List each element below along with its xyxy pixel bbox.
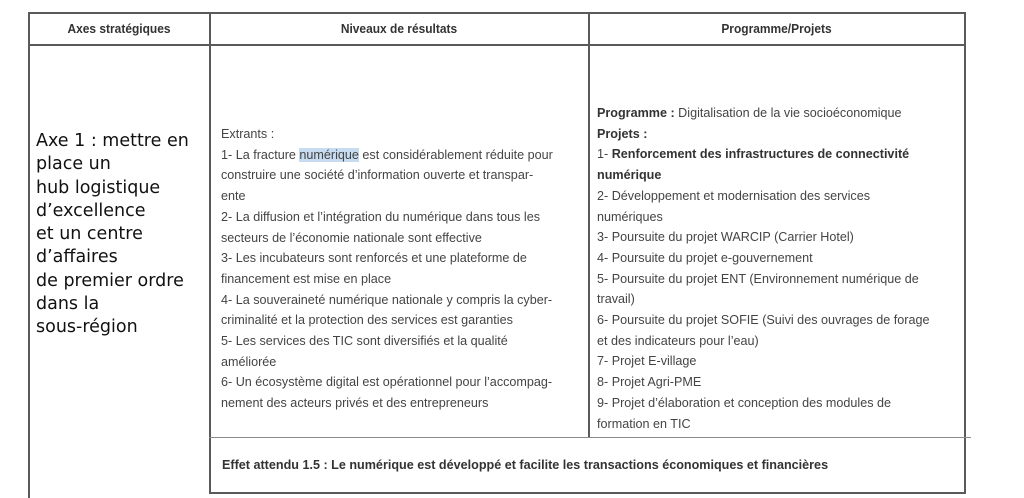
projet-1-number: 1-	[597, 147, 612, 162]
niveaux-line: 5- Les services des TIC sont diversifiés et la qualité	[221, 334, 508, 349]
projet-line: 3- Poursuite du projet WARCIP (Carrier Hotel)	[597, 230, 854, 245]
extrants-label: Extrants :	[221, 127, 275, 141]
niveaux-line: financement est mise en place	[221, 271, 392, 286]
niveaux-line: améliorée	[221, 354, 277, 369]
programme-cell	[597, 103, 930, 434]
axe-line: place un	[36, 154, 111, 175]
axe-line: de premier ordre	[36, 270, 184, 291]
table-bottom-border	[209, 492, 966, 494]
projet-line: formation en TIC	[597, 416, 691, 431]
header-bottom-border	[28, 44, 965, 46]
axe-cell	[36, 130, 208, 340]
niveaux-line-1	[221, 145, 553, 166]
projets-label: Projets :	[597, 126, 648, 141]
programme-label: Programme :	[597, 106, 675, 120]
projet-line: 6- Poursuite du projet SOFIE (Suivi des ouvrages de forage	[597, 313, 930, 328]
projet-1-line	[597, 144, 930, 165]
projet-line: 4- Poursuite du projet e-gouvernement	[597, 250, 813, 265]
axe-line: d’affaires	[36, 247, 118, 268]
niveaux-line: 6- Un écosystème digital est opérationnel pour l’accompag-	[221, 375, 553, 390]
projet-line: 5- Poursuite du projet ENT (Environnement numérique de	[597, 271, 919, 286]
highlighted-word[interactable]: numérique	[299, 147, 359, 162]
header-niveaux: Niveaux de résultats	[340, 20, 458, 36]
niveaux-line: ente	[221, 189, 246, 204]
column-divider-1	[209, 12, 211, 493]
niveaux-line: secteurs de l’économie nationale sont effective	[221, 230, 482, 245]
projet-line: travail)	[597, 292, 635, 307]
niveaux-line: 4- La souveraineté numérique nationale y compris la cyber-	[221, 292, 553, 307]
projet-1-title-cont: numérique	[597, 168, 662, 183]
programme-line	[597, 103, 930, 124]
header-axes: Axes stratégiques	[67, 20, 171, 36]
niveaux-line: 2- La diffusion et l’intégration du numérique dans tous les	[221, 209, 541, 224]
projet-line: 9- Projet d’élaboration et conception des modules de	[597, 395, 892, 410]
projet-line: et des indicateurs pour l’eau)	[597, 333, 759, 348]
axe-line: sous-région	[36, 317, 138, 338]
niveaux-line: 3- Les incubateurs sont renforcés et une plateforme de	[221, 251, 527, 266]
column-divider-2	[588, 12, 590, 438]
niveaux-line-1-end: est considérablement réduite pour	[358, 147, 553, 162]
axe-line: Axe 1 : mettre en	[36, 131, 189, 151]
projet-line: numériques	[597, 209, 663, 224]
niveaux-line: criminalité et la protection des services est garanties	[221, 313, 513, 328]
header-programme: Programme/Projets	[721, 20, 832, 36]
table-right-border	[964, 12, 966, 493]
axe-line: et un centre	[36, 224, 143, 245]
niveaux-line-1-start: 1- La fracture	[221, 147, 300, 162]
table-left-border	[28, 12, 30, 498]
effet-attendu: Effet attendu 1.5 : Le numérique est développé et facilite les transactions économiques et financières	[222, 458, 829, 472]
effet-top-border	[209, 437, 971, 438]
projet-line: 7- Projet E-village	[597, 354, 697, 369]
niveaux-line: construire une société d’information ouverte et transpar-	[221, 168, 534, 183]
axe-line: dans la	[36, 294, 100, 315]
projet-1-title: Renforcement des infrastructures de connectivité	[611, 147, 910, 162]
axe-line: hub logistique	[36, 177, 161, 198]
axe-line: d’excellence	[36, 200, 146, 221]
niveaux-cell	[221, 124, 553, 414]
niveaux-line: nement des acteurs privés et des entrepreneurs	[221, 396, 489, 411]
projet-line: 2- Développement et modernisation des services	[597, 188, 871, 203]
projet-line: 8- Projet Agri-PME	[597, 375, 702, 390]
programme-value: Digitalisation de la vie socioéconomique	[674, 106, 902, 120]
